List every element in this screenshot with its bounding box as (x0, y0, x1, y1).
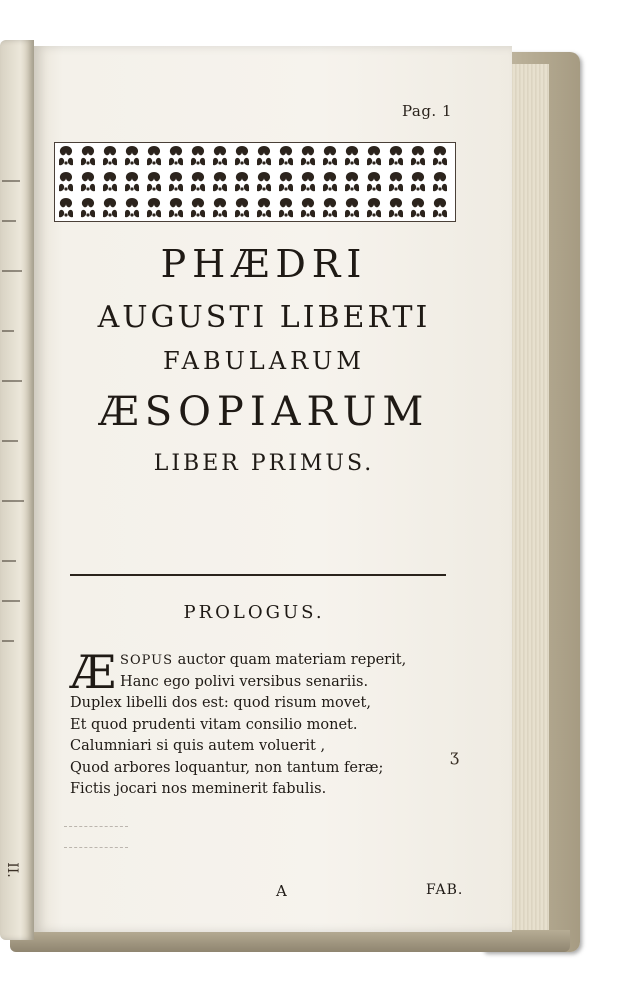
title-line-liber: LIBER PRIMUS. (153, 451, 375, 476)
ghost-text-line (2, 270, 22, 272)
signature-mark: A (276, 882, 287, 900)
ghost-text-line (2, 220, 16, 222)
book-cover-bottom (10, 930, 570, 952)
horizontal-rule (70, 574, 446, 576)
ghost-text-line (2, 500, 24, 502)
verse-line: Fictis jocari nos meminerit fabulis. (70, 781, 327, 797)
verse-line: Calumniari si quis autem voluerit , (70, 738, 326, 754)
left-facing-leaf (0, 40, 34, 940)
title-line-fabularum: FABULARUM (163, 347, 365, 375)
ghost-text-line (2, 440, 18, 442)
drop-cap: Æ (70, 645, 117, 699)
verse-line (70, 650, 480, 672)
verse-line: Hanc ego polivi versibus senariis. (120, 673, 369, 690)
ghost-text-line (2, 180, 20, 182)
ghost-text-line (2, 600, 20, 602)
ornamental-border (54, 142, 456, 222)
verse-line-rest: auctor quam materiam reperit, (173, 652, 407, 668)
verse-line: Et quod prudenti vitam consilio monet. (70, 716, 358, 733)
ghost-text-line (2, 640, 14, 642)
verse-first-word: SOPUS (120, 653, 173, 668)
title-line-author: PHÆDRI (160, 242, 368, 286)
ghost-text-line (2, 380, 22, 382)
catchword: FAB. (426, 882, 464, 898)
ghost-text-line (2, 330, 14, 332)
margin-mark: ʒ (450, 746, 460, 765)
title-line-aesopiarum: ÆSOPIARUM (98, 389, 430, 435)
running-head: Pag. 1 (401, 102, 452, 120)
verse-line: Duplex libelli dos est: quod risum movet, (70, 695, 371, 711)
verse-block (70, 645, 480, 801)
section-heading: PROLOGUS. (183, 602, 325, 623)
title-block (34, 236, 494, 476)
book-page (34, 46, 512, 932)
faded-stamp (64, 826, 128, 848)
verse-line: Quod arbores loquantur, non tantum feræ; (70, 759, 384, 776)
left-leaf-page-number: II. (3, 862, 20, 878)
title-line-epithet: AUGUSTI LIBERTI (97, 300, 431, 335)
ghost-text-line (2, 560, 16, 562)
